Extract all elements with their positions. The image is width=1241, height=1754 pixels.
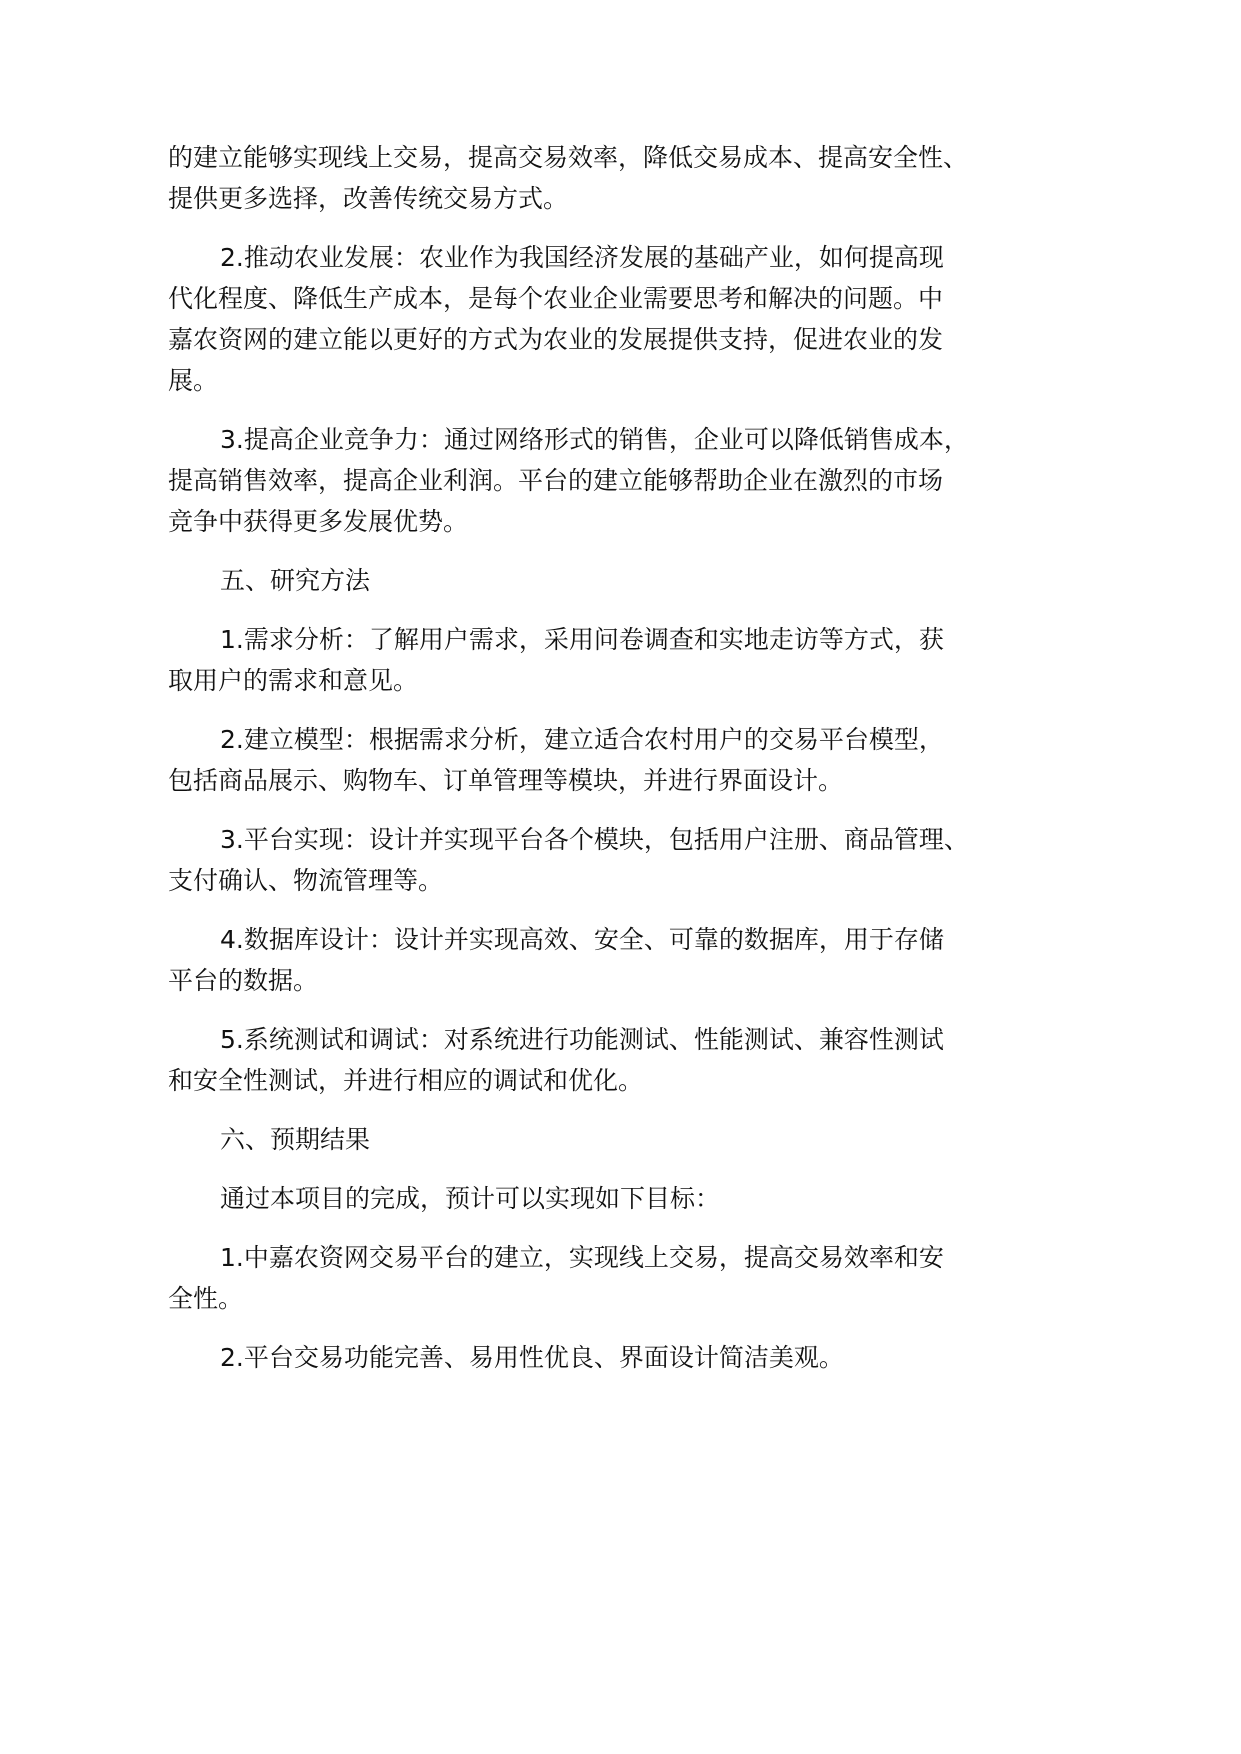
paragraph-expected-intro: [168, 1178, 1241, 1219]
text-line: 4.数据库设计：设计并实现高效、安全、可靠的数据库，用于存储: [220, 925, 944, 954]
text-line: 和安全性测试，并进行相应的调试和优化。: [168, 1066, 644, 1095]
text-line: 2.建立模型：根据需求分析，建立适合农村用户的交易平台模型，: [220, 725, 944, 754]
text-line: 平台的数据。: [168, 966, 319, 995]
text-line: 1.需求分析：了解用户需求，采用问卷调查和实地走访等方式，获: [220, 625, 944, 654]
heading-text: 五、研究方法: [220, 566, 371, 595]
text-line: 的建立能够实现线上交易，提高交易效率，降低交易成本、提高安全性、: [168, 143, 969, 172]
text-line: 竞争中获得更多发展优势。: [168, 507, 469, 536]
text-line: 提高销售效率，提高企业利润。平台的建立能够帮助企业在激烈的市场: [168, 466, 944, 495]
paragraph-expected-goal-1: [168, 1237, 1241, 1319]
text-line: 展。: [168, 366, 219, 395]
text-line: 嘉农资网的建立能以更好的方式为农业的发展提供支持，促进农业的发: [168, 325, 944, 354]
text-line: 包括商品展示、购物车、订单管理等模块，并进行界面设计。: [168, 766, 844, 795]
text-line: 提供更多选择，改善传统交易方式。: [168, 184, 569, 213]
paragraph-method-testing: [168, 1019, 1241, 1101]
text-line: 代化程度、降低生产成本，是每个农业企业需要思考和解决的问题。中: [168, 284, 944, 313]
text-line: 3.平台实现：设计并实现平台各个模块，包括用户注册、商品管理、: [220, 825, 969, 854]
paragraph-method-database-design: [168, 919, 1241, 1001]
text-line: 取用户的需求和意见。: [168, 666, 419, 695]
paragraph-method-model: [168, 719, 1241, 801]
text-line: 通过本项目的完成，预计可以实现如下目标：: [220, 1184, 721, 1213]
text-line: 全性。: [168, 1284, 244, 1313]
section-heading-research-methods: [168, 560, 1241, 601]
heading-text: 六、预期结果: [220, 1125, 371, 1154]
section-heading-expected-results: [168, 1119, 1241, 1160]
text-line: 1.中嘉农资网交易平台的建立，实现线上交易，提高交易效率和安: [220, 1243, 944, 1272]
paragraph-method-platform-implementation: [168, 819, 1241, 901]
text-line: 2.平台交易功能完善、易用性优良、界面设计简洁美观。: [220, 1343, 844, 1372]
paragraph-benefit-competitiveness: [168, 419, 1241, 542]
text-line: 5.系统测试和调试：对系统进行功能测试、性能测试、兼容性测试: [220, 1025, 944, 1054]
paragraph-benefit-agriculture: [168, 237, 1241, 401]
paragraph-expected-goal-2: [168, 1337, 1241, 1378]
paragraph-intro-continuation: [168, 137, 1241, 219]
text-line: 支付确认、物流管理等。: [168, 866, 444, 895]
text-line: 2.推动农业发展：农业作为我国经济发展的基础产业，如何提高现: [220, 243, 944, 272]
text-line: 3.提高企业竞争力：通过网络形式的销售，企业可以降低销售成本，: [220, 425, 969, 454]
paragraph-method-requirements-analysis: [168, 619, 1241, 701]
